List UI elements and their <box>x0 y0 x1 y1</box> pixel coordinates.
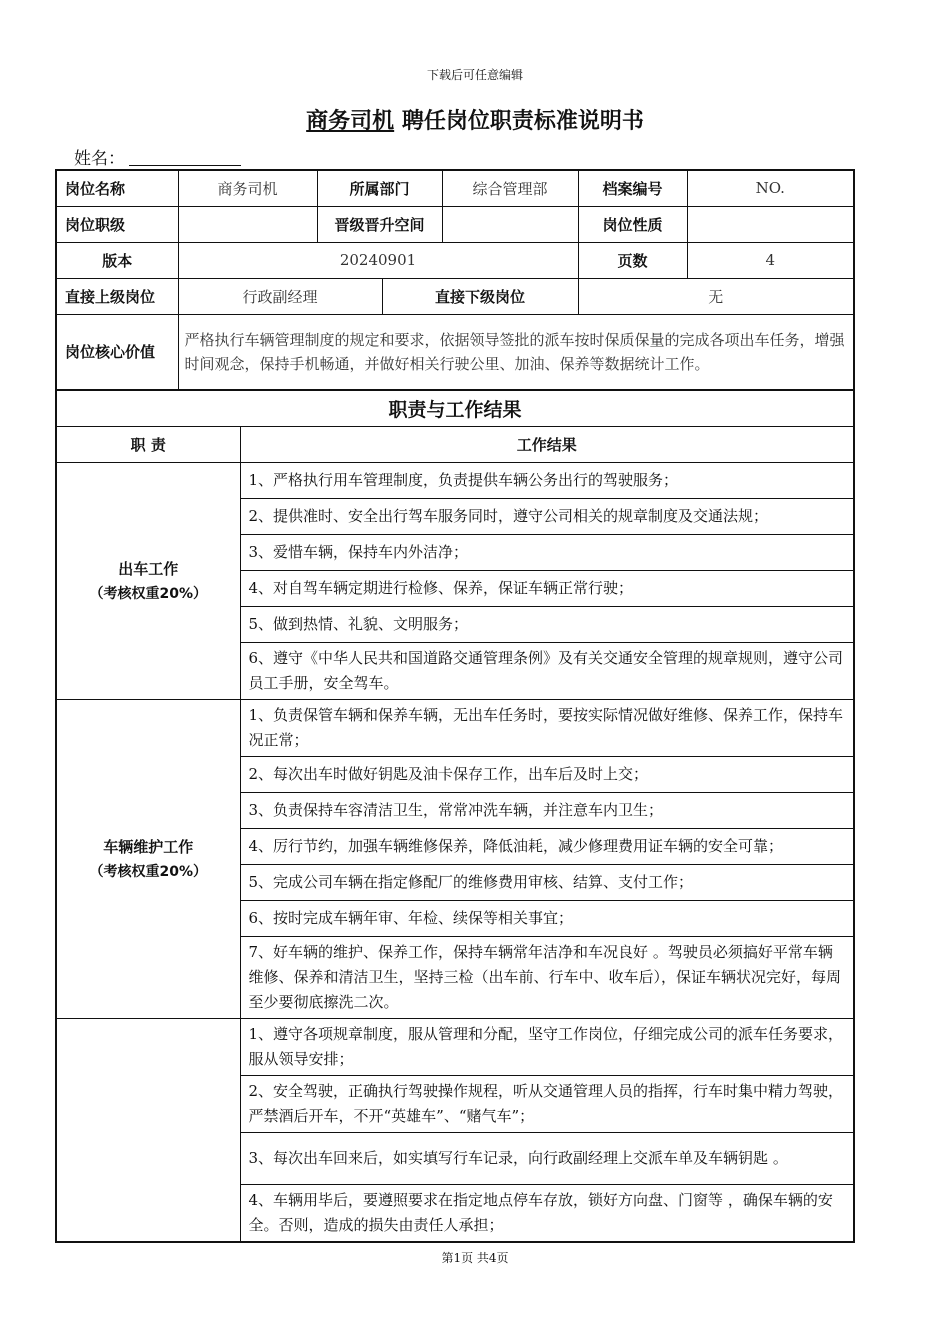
page-footer: 第1页 共4页 <box>441 1251 509 1265</box>
department-label: 所属部门 <box>317 170 442 206</box>
duty-item: 4、厉行节约，加强车辆维修保养，降低油耗，减少修理费用证车辆的安全可靠； <box>240 828 854 864</box>
duty-item: 2、安全驾驶，正确执行驾驶操作规程，听从交通管理人员的指挥，行车时集中精力驾驶，严禁酒后开车，不开“英雄车”、“赌气车”； <box>240 1075 854 1132</box>
duties-section-title: 职责与工作结果 <box>56 390 854 426</box>
category-unnamed <box>56 1018 240 1242</box>
department-value: 综合管理部 <box>442 170 578 206</box>
position-level-value <box>178 206 317 242</box>
category-name: 出车工作 <box>118 560 179 578</box>
header-note: 下载后可任意编辑 <box>426 68 523 82</box>
subordinate-position-label: 直接下级岗位 <box>382 278 578 314</box>
title-rest: 聘任岗位职责标准说明书 <box>394 109 644 134</box>
duty-item: 4、对自驾车辆定期进行检修、保养，保证车辆正常行驶； <box>240 570 854 606</box>
file-number-label: 档案编号 <box>578 170 687 206</box>
duty-item: 1、严格执行用车管理制度，负责提供车辆公务出行的驾驶服务； <box>240 462 854 498</box>
category-weight: （考核权重20%） <box>89 586 207 602</box>
duty-item: 6、按时完成车辆年审、年检、续保等相关事宜； <box>240 900 854 936</box>
version-value: 20240901 <box>178 242 578 278</box>
subordinate-position-value: 无 <box>578 278 854 314</box>
duty-item: 1、负责保管车辆和保养车辆，无出车任务时，要按实际情况做好维修、保养工作，保持车况正常； <box>240 699 854 756</box>
duty-item: 5、做到热情、礼貌、文明服务； <box>240 606 854 642</box>
category-weight: （考核权重20%） <box>89 864 207 880</box>
duties-table <box>55 389 855 1243</box>
name-field <box>74 144 241 169</box>
duty-item: 3、每次出车回来后，如实填写行车记录，向行政副经理上交派车单及车辆钥匙 。 <box>240 1132 854 1184</box>
position-name-value: 商务司机 <box>178 170 317 206</box>
core-value-text: 严格执行车辆管理制度的规定和要求，依据领导签批的派车按时保质保量的完成各项出车任务，增强时间观念，保持手机畅通，并做好相关行驶公里、加油、保养等数据统计工作。 <box>178 314 854 390</box>
category-driving <box>56 462 240 699</box>
duty-item: 6、遵守《中华人民共和国道路交通管理条例》及有关交通安全管理的规章规则，遵守公司员工手册，安全驾车。 <box>240 642 854 699</box>
duty-item: 7、好车辆的维护、保养工作，保持车辆常年洁净和车况良好 。驾驶员必须搞好平常车辆维修、保养和清洁卫生，坚持三检（出车前、行车中、收车后），保证车辆状况完好，每周至少要彻底擦洗二次。 <box>240 936 854 1018</box>
superior-position-value: 行政副经理 <box>178 278 382 314</box>
duty-item: 1、遵守各项规章制度，服从管理和分配，坚守工作岗位，仔细完成公司的派车任务要求，服从领导安排； <box>240 1018 854 1075</box>
duty-item: 5、完成公司车辆在指定修配厂的维修费用审核、结算、支付工作； <box>240 864 854 900</box>
name-blank[interactable] <box>129 149 241 166</box>
core-value-label: 岗位核心价值 <box>56 314 178 390</box>
promotion-value <box>442 206 578 242</box>
version-label: 版本 <box>56 242 178 278</box>
position-level-label: 岗位职级 <box>56 206 178 242</box>
name-label: 姓名： <box>74 149 125 169</box>
category-name: 车辆维护工作 <box>103 838 194 856</box>
position-nature-value <box>687 206 854 242</box>
duty-item: 2、每次出车时做好钥匙及油卡保存工作，出车后及时上交； <box>240 756 854 792</box>
title-job-name: 商务司机 <box>306 109 395 134</box>
duty-item: 2、提供准时、安全出行驾车服务同时，遵守公司相关的规章制度及交通法规； <box>240 498 854 534</box>
file-number-value: NO. <box>687 170 854 206</box>
position-info-table <box>55 169 855 391</box>
position-nature-label: 岗位性质 <box>578 206 687 242</box>
superior-position-label: 直接上级岗位 <box>56 278 178 314</box>
pages-value: 4 <box>687 242 854 278</box>
position-name-label: 岗位名称 <box>56 170 178 206</box>
duty-column-header: 职 责 <box>56 426 240 462</box>
duty-item: 3、负责保持车容清洁卫生，常常冲洗车辆，并注意车内卫生； <box>240 792 854 828</box>
promotion-label: 晋级晋升空间 <box>317 206 442 242</box>
result-column-header: 工作结果 <box>240 426 854 462</box>
duty-item: 4、车辆用毕后，要遵照要求在指定地点停车存放，锁好方向盘、门窗等 ，确保车辆的安全。否则，造成的损失由责任人承担； <box>240 1184 854 1242</box>
category-vehicle-maintenance <box>56 699 240 1018</box>
pages-label: 页数 <box>578 242 687 278</box>
duty-item: 3、爱惜车辆，保持车内外洁净； <box>240 534 854 570</box>
document-title <box>0 104 950 135</box>
